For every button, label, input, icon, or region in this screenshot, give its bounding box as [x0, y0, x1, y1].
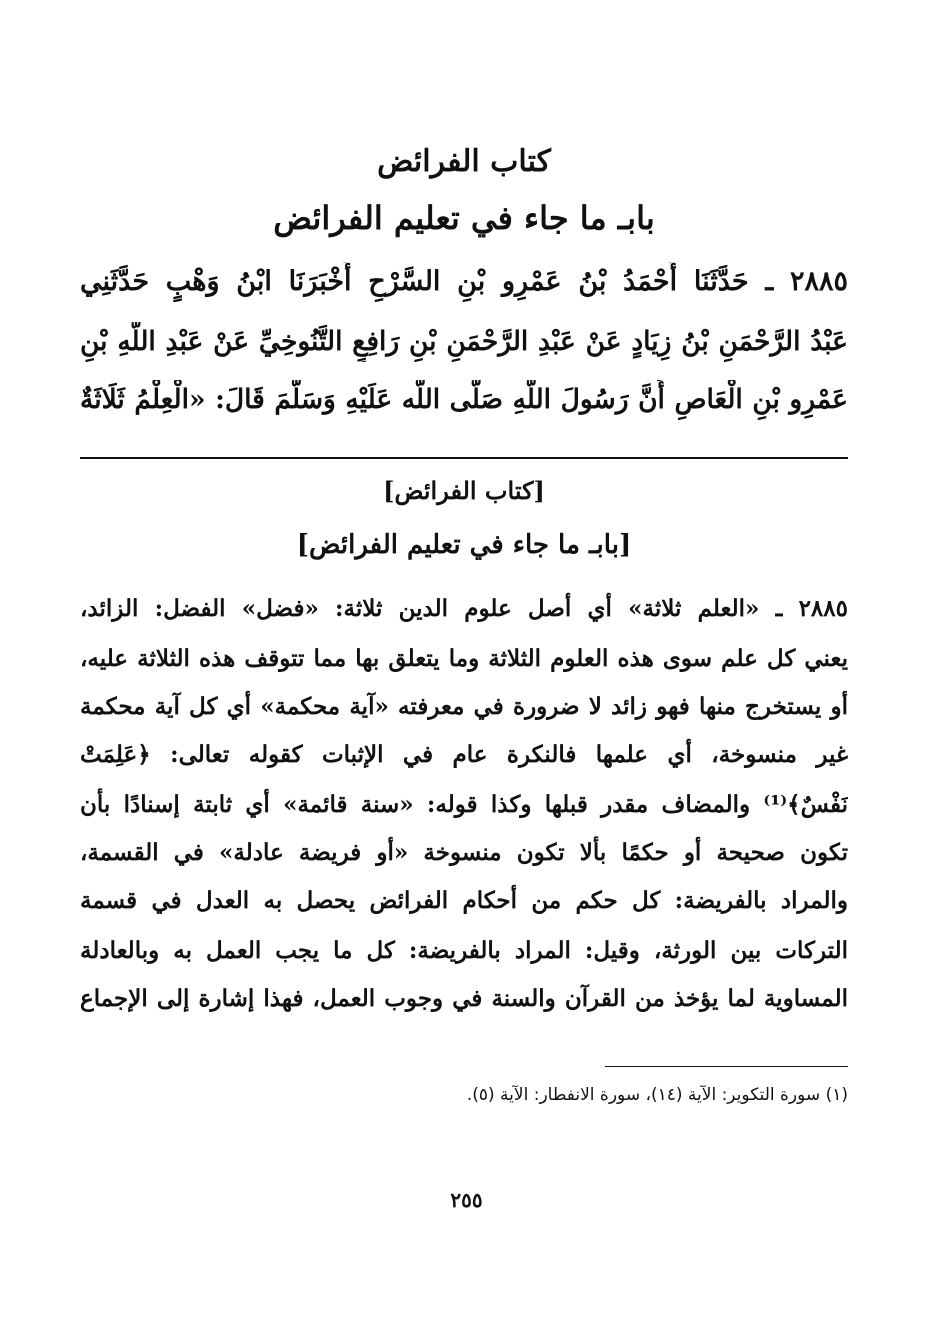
page-number: ٢٥٥ — [450, 1188, 483, 1212]
commentary-line: تكون صحيحة أو حكمًا بألا تكون منسوخة «أو فريضة عادلة» في القسمة، — [80, 839, 848, 866]
footnote-divider — [605, 1066, 848, 1067]
commentary-line: ٢٨٨٥ ـ «العلم ثلاثة» أي أصل علوم الدين ثلاثة: «فضل» الفضل: الزائد، — [80, 595, 848, 622]
commentary-line: التركات بين الورثة، وقيل: المراد بالفريضة: كل ما يجب العمل به وبالعادلة — [80, 937, 848, 964]
hadith-text-line: عَمْرِو بْنِ الْعَاصِ أَنَّ رَسُولَ اللَّهِ صَلَّى اللَّه عَلَيْهِ وَسَلَّمَ قَالَ: «الْعِلْمُ ثَلَاثَةٌ — [80, 384, 848, 415]
section-divider — [80, 457, 848, 459]
commentary-line: غير منسوخة، أي علمها فالنكرة عام في الإثبات كقوله تعالى: ﴿عَلِمَتْ — [80, 741, 848, 768]
book-title: كتاب الفرائض — [377, 144, 551, 179]
commentary-line: نَفْسٌ﴾⁽¹⁾ والمضاف مقدر قبلها وكذا قوله: «سنة قائمة» أي ثابتة إسنادًا بأن — [80, 791, 848, 818]
commentary-line: يعني كل علم سوى هذه العلوم الثلاثة وما يتعلق بها مما تتوقف هذه الثلاثة عليه، — [80, 645, 848, 672]
chapter-title: بابـ ما جاء في تعليم الفرائض — [273, 199, 655, 237]
hadith-text-line: عَبْدُ الرَّحْمَنِ بْنُ زِيَادٍ عَنْ عَبْدِ الرَّحْمَنِ بْنِ رَافِعٍ التَّنُوخِيِّ عَنْ عَبْدِ اللَّهِ بْنِ — [80, 326, 848, 357]
commentary-line: المساوية لما يؤخذ من القرآن والسنة في وجوب العمل، فهذا إشارة إلى الإجماع — [80, 985, 848, 1012]
commentary-book-title: [كتاب الفرائض] — [383, 476, 545, 505]
commentary-line: والمراد بالفريضة: كل حكم من أحكام الفرائض يحصل به العدل في قسمة — [80, 887, 848, 914]
footnote: (١) سورة التكوير: الآية (١٤)، سورة الانفطار: الآية (٥). — [466, 1085, 848, 1105]
commentary-line: أو يستخرج منها فهو زائد لا ضرورة في معرفته «آية محكمة» أي كل آية محكمة — [80, 693, 848, 720]
commentary-chapter-title: [بابـ ما جاء في تعليم الفرائض] — [296, 530, 632, 560]
hadith-text-line: ٢٨٨٥ ـ حَدَّثَنَا أَحْمَدُ بْنُ عَمْرِو بْنِ السَّرْحِ أَخْبَرَنَا ابْنُ وَهْبٍ حَدَّثَنِي — [80, 266, 848, 297]
